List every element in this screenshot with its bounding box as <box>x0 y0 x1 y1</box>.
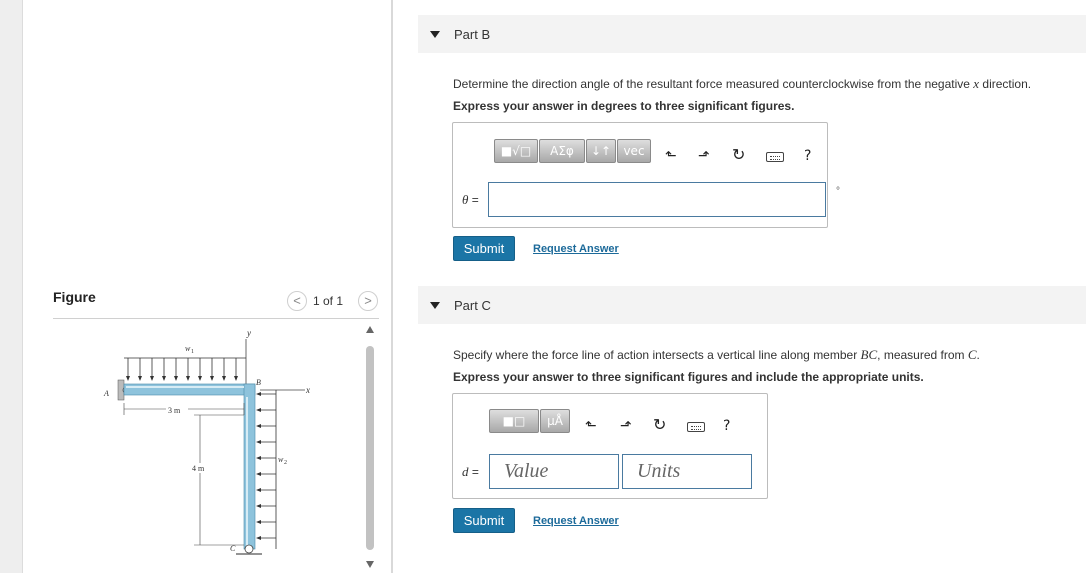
help-icon[interactable]: ? <box>723 418 731 434</box>
x-axis-label: x <box>306 385 310 395</box>
part-c-header[interactable] <box>418 286 1086 324</box>
reset-icon[interactable]: ↻ <box>732 145 746 164</box>
w1-load-arrows <box>128 358 236 379</box>
w2-subscript: 2 <box>284 460 287 466</box>
d-label: d = <box>462 464 479 479</box>
figure-divider <box>53 318 379 319</box>
part-b-prompt: Determine the direction angle of the resultant force measured counterclockwise from the negative x direction. <box>453 76 1032 91</box>
member-bc <box>244 384 255 549</box>
figure-title: Figure <box>53 289 96 305</box>
subscript-superscript-button[interactable]: ↓↑ <box>586 139 616 163</box>
left-gutter-border <box>22 0 23 573</box>
vector-button[interactable]: vec <box>617 139 651 163</box>
greek-symbols-button[interactable]: AΣφ <box>539 139 585 163</box>
collapse-caret-icon[interactable] <box>430 302 440 309</box>
redo-icon[interactable]: ⬏ <box>698 148 710 164</box>
w1-subscript: 1 <box>191 349 194 355</box>
units-placeholder: Units <box>637 460 681 482</box>
part-c-submit-button[interactable]: Submit <box>453 508 515 533</box>
w2-arrowheads <box>256 392 261 540</box>
units-input[interactable] <box>622 454 752 489</box>
point-b-label: B <box>256 378 261 387</box>
degree-unit: ° <box>836 186 840 197</box>
collapse-caret-icon[interactable] <box>430 31 440 38</box>
part-b-label: Part B <box>454 27 491 42</box>
part-c-label: Part C <box>454 298 491 313</box>
w1-arrowheads <box>126 376 238 381</box>
y-axis-label: y <box>247 328 251 338</box>
member-bc-highlight <box>246 397 248 547</box>
dim-4m-label: 4 m <box>192 464 205 473</box>
part-b-request-answer-link[interactable]: Request Answer <box>533 243 619 255</box>
beam-figure <box>104 325 320 565</box>
support-c <box>245 545 253 553</box>
reset-icon[interactable]: ↻ <box>653 415 667 434</box>
part-c-prompt: Specify where the force line of action intersects a vertical line along member BC, measured from C. <box>453 347 980 362</box>
figure-scrollbar-thumb[interactable] <box>366 346 374 550</box>
figure-panel <box>0 0 393 573</box>
dim-3m-label: 3 m <box>168 406 181 415</box>
w2-load-arrows <box>258 394 276 538</box>
next-figure-button[interactable]: > <box>358 291 378 311</box>
redo-icon[interactable]: ⬏ <box>620 418 632 434</box>
part-c-instruction: Express your answer to three significant figures and include the appropriate units. <box>453 370 924 384</box>
figure-pager-count: 1 of 1 <box>313 294 344 308</box>
part-c-request-answer-link[interactable]: Request Answer <box>533 515 619 527</box>
w2-label: w <box>278 455 284 464</box>
part-b-submit-button[interactable]: Submit <box>453 236 515 261</box>
keyboard-icon[interactable] <box>766 152 784 162</box>
units-button[interactable]: μÅ <box>540 409 570 433</box>
theta-label: θ = <box>462 192 479 207</box>
member-ab <box>124 384 255 395</box>
theta-input[interactable] <box>488 182 826 217</box>
w1-label: w <box>185 344 191 353</box>
value-input[interactable] <box>489 454 619 489</box>
previous-figure-button[interactable]: < <box>287 291 307 311</box>
left-gutter <box>0 0 22 573</box>
column-divider <box>391 0 393 573</box>
member-ab-highlight <box>126 386 244 388</box>
scroll-up-arrow-icon[interactable] <box>366 326 374 333</box>
value-placeholder: Value <box>504 460 549 482</box>
point-a-label: A <box>104 389 109 398</box>
scroll-down-arrow-icon[interactable] <box>366 561 374 568</box>
templates-button[interactable]: ■√□ <box>494 139 538 163</box>
undo-icon[interactable]: ⬑ <box>665 148 677 164</box>
undo-icon[interactable]: ⬑ <box>585 418 597 434</box>
help-icon[interactable]: ? <box>804 148 812 164</box>
point-c-label: C <box>230 544 236 553</box>
part-b-header[interactable] <box>418 15 1086 53</box>
part-b-instruction: Express your answer in degrees to three significant figures. <box>453 99 795 113</box>
keyboard-icon[interactable] <box>687 422 705 432</box>
templates-button[interactable]: ■□ <box>489 409 539 433</box>
